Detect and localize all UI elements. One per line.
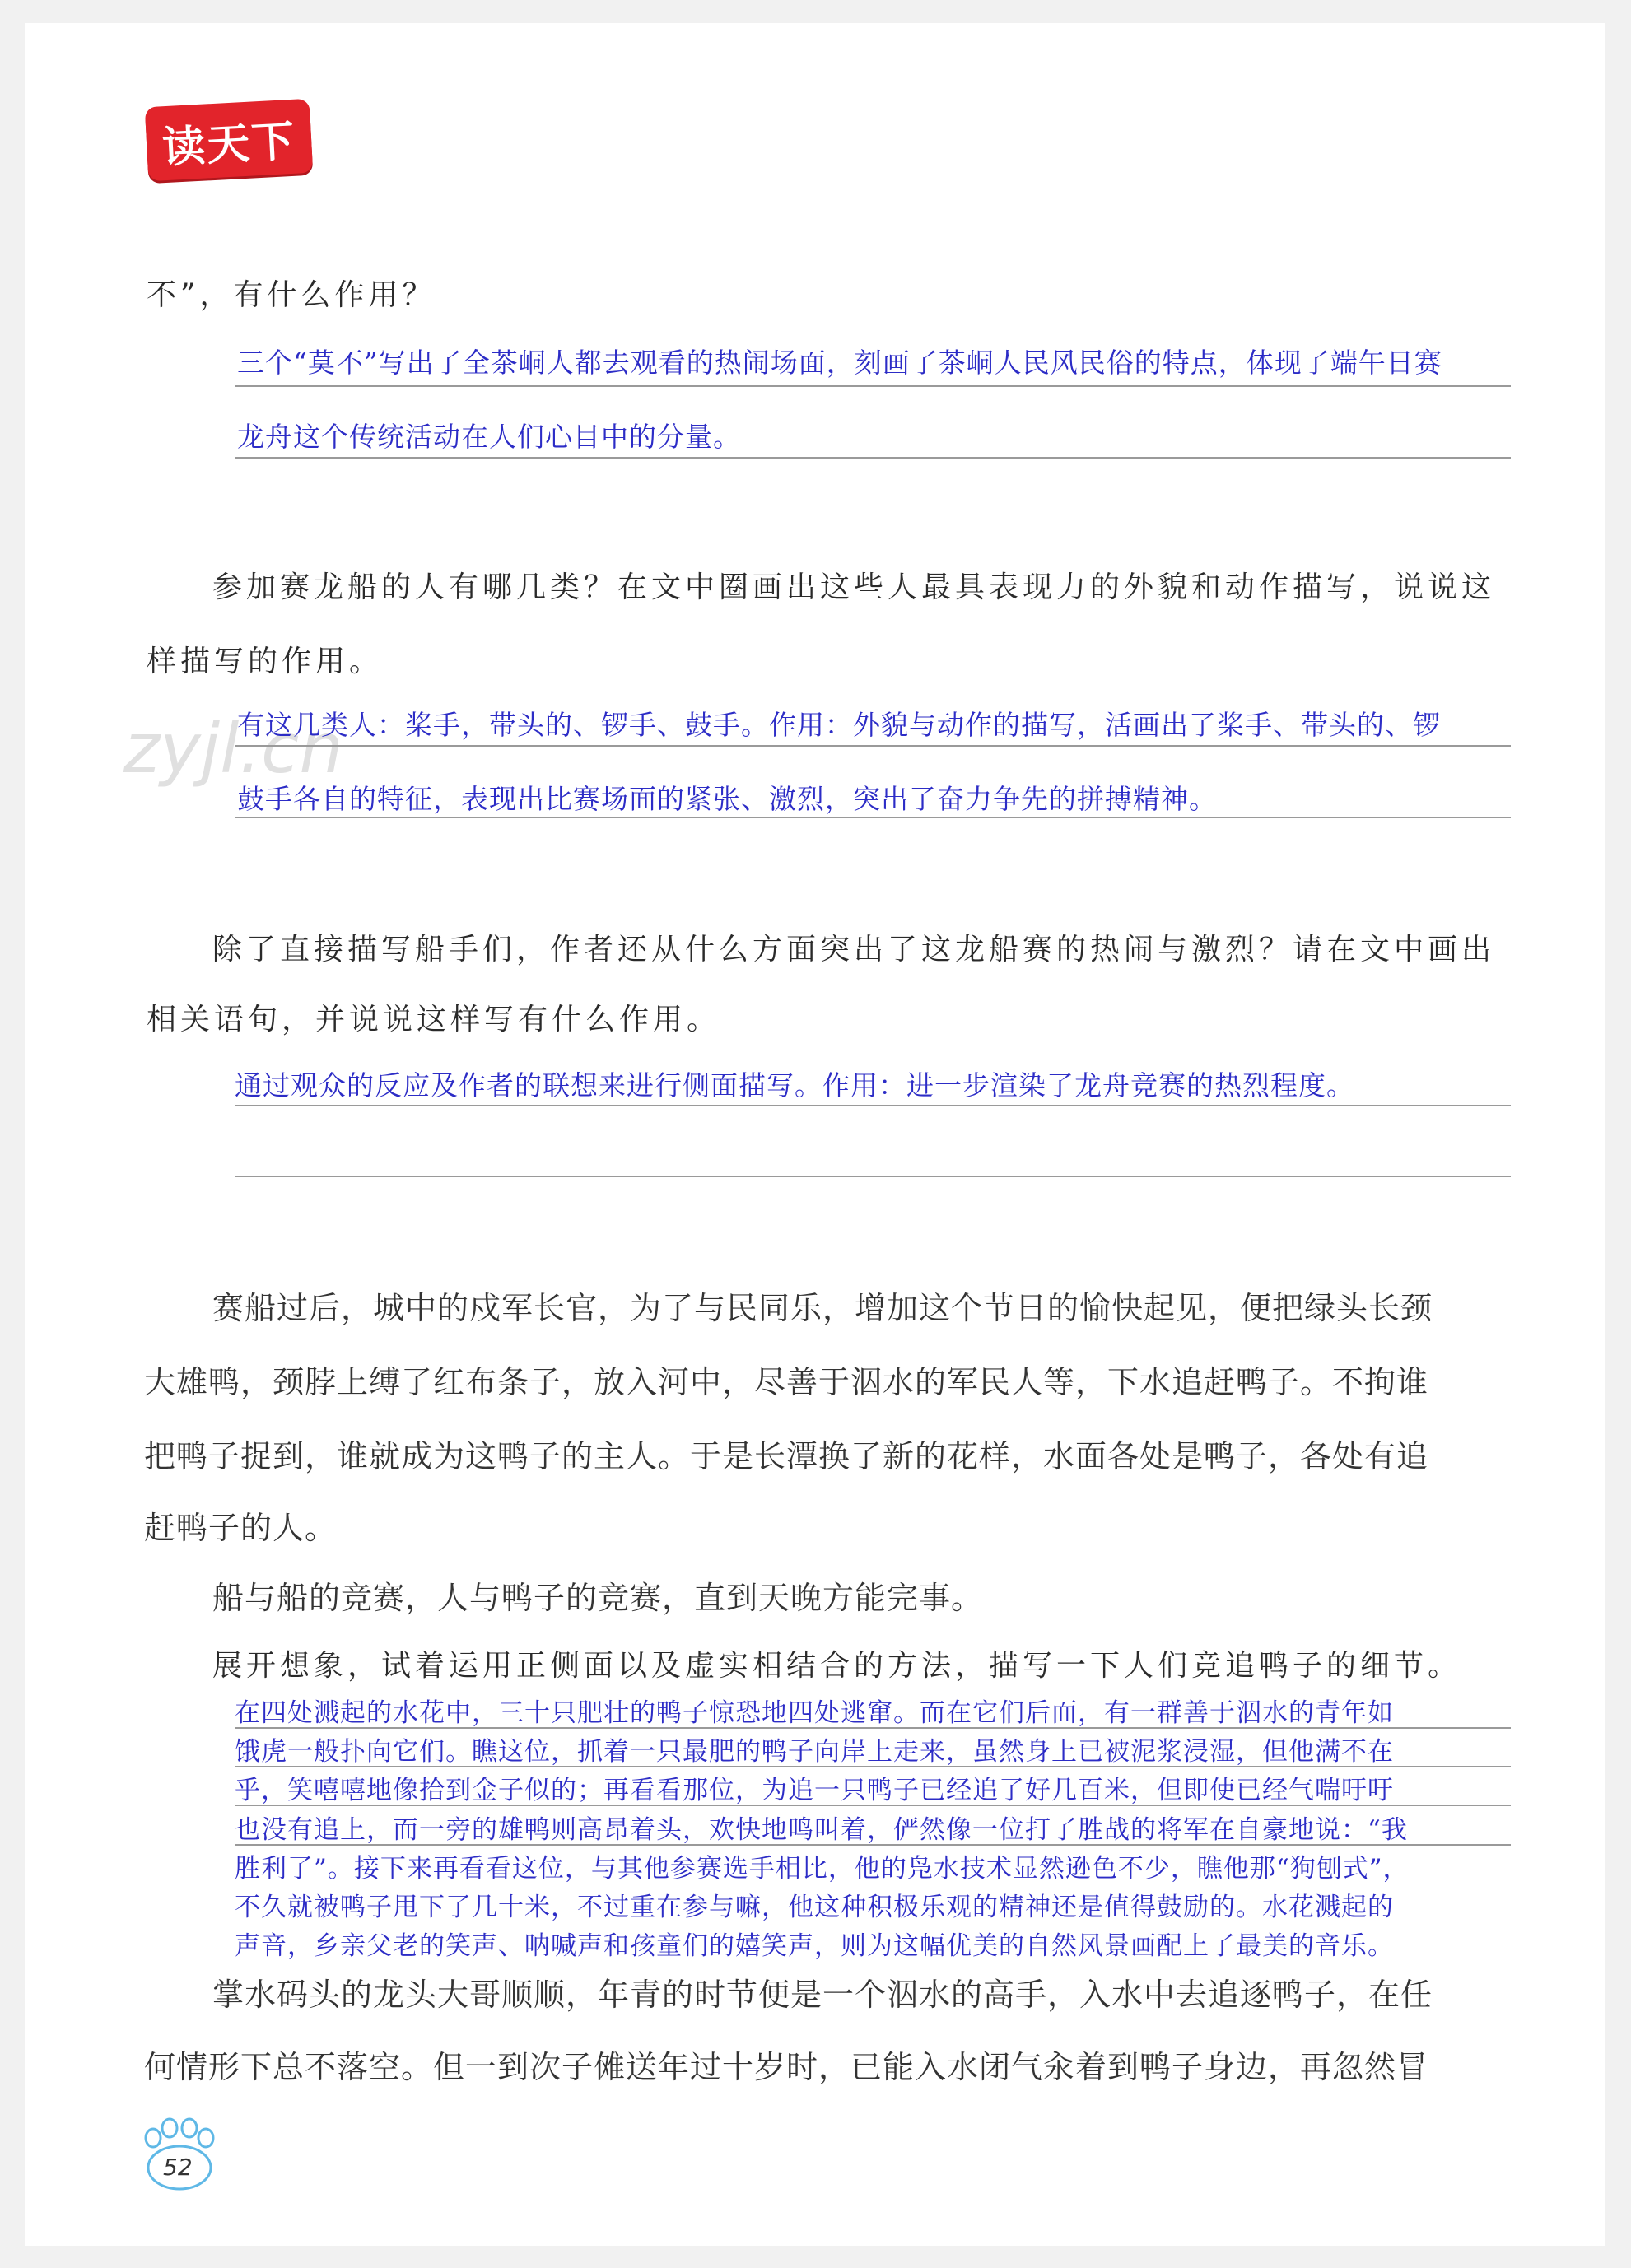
page-number: 52	[163, 2154, 193, 2181]
question-3-line-2: 相关语句，并说说这样写有什么作用。	[147, 1003, 721, 1036]
watermark: zyjl.cn	[123, 708, 343, 789]
answer-4-rule-4	[235, 1844, 1511, 1846]
answer-1-rule-2	[235, 457, 1511, 459]
answer-4-rule-2	[235, 1766, 1511, 1767]
question-2-line-1: 参加赛龙船的人有哪几类？在文中圈画出这些人最具表现力的外貌和动作描写，说说这	[212, 570, 1496, 604]
answer-2-line-2: 鼓手各自的特征，表现出比赛场面的紧张、激烈，突出了奋力争先的拼搏精神。	[237, 783, 1217, 815]
passage-1-line-3: 把鸭子捉到，谁就成为这鸭子的主人。于是长潭换了新的花样，水面各处是鸭子，各处有追	[144, 1438, 1429, 1474]
answer-3-rule-1	[235, 1105, 1511, 1106]
passage-3-line-1: 掌水码头的龙头大哥顺顺，年青的时节便是一个泅水的高手，入水中去追逐鸭子，在任	[212, 1977, 1433, 2013]
answer-1-line-1: 三个“莫不”写出了全茶峒人都去观看的热闹场面，刻画了茶峒人民风民俗的特点，体现了端午日赛	[237, 347, 1442, 379]
answer-2-rule-2	[235, 817, 1511, 818]
question-4: 展开想象，试着运用正侧面以及虚实相结合的方法，描写一下人们竞追鸭子的细节。	[212, 1649, 1462, 1683]
question-1-tail: 不”，有什么作用？	[147, 278, 436, 312]
question-2-line-2: 样描写的作用。	[147, 645, 384, 678]
answer-4-line-3: 乎，笑嘻嘻地像拾到金子似的；再看看那位，为追一只鸭子已经追了好几百米，但即使已经气喘吁吁	[235, 1776, 1394, 1805]
passage-1-line-4: 赶鸭子的人。	[144, 1510, 338, 1546]
answer-4-line-1: 在四处溅起的水花中，三十只肥壮的鸭子惊恐地四处逃窜。而在它们后面，有一群善于泅水的青年如	[235, 1698, 1394, 1728]
passage-1-line-1: 赛船过后，城中的戍军长官，为了与民同乐，增加这个节日的愉快起见，便把绿头长颈	[212, 1290, 1433, 1326]
question-3-line-1: 除了直接描写船手们，作者还从什么方面突出了这龙船赛的热闹与激烈？请在文中画出	[212, 933, 1496, 966]
answer-4-rule-3	[235, 1805, 1511, 1806]
answer-1-line-2: 龙舟这个传统活动在人们心目中的分量。	[237, 421, 741, 453]
passage-2: 船与船的竞赛，人与鸭子的竞赛，直到天晚方能完事。	[212, 1580, 984, 1616]
passage-3-line-2: 何情形下总不落空。但一到次子傩送年过十岁时，已能入水闭气汆着到鸭子身边，再忽然冒	[144, 2049, 1429, 2085]
answer-4-rule-1	[235, 1727, 1511, 1729]
answer-1-rule-1	[235, 385, 1511, 387]
brand-logo	[145, 99, 313, 181]
answer-4-line-2: 饿虎一般扑向它们。瞧这位，抓着一只最肥的鸭子向岸上走来，虽然身上已被泥浆浸湿，但他满不在	[235, 1737, 1394, 1767]
answer-4-line-6: 不久就被鸭子甩下了几十米，不过重在参与嘛，他这种积极乐观的精神还是值得鼓励的。水花溅起的	[235, 1893, 1394, 1922]
answer-2-line-1: 有这几类人：桨手，带头的、锣手、鼓手。作用：外貌与动作的描写，活画出了桨手、带头的、锣	[237, 709, 1441, 741]
answer-4-line-7: 声音，乡亲父老的笑声、呐喊声和孩童们的嬉笑声，则为这幅优美的自然风景画配上了最美的音乐。	[235, 1931, 1394, 1961]
paw-print-icon	[138, 2112, 221, 2194]
passage-1-line-2: 大雄鸭，颈脖上缚了红布条子，放入河中，尽善于泅水的军民人等，下水追赶鸭子。不拘谁	[144, 1364, 1429, 1400]
brand-logo-text: 读天下	[161, 116, 297, 173]
answer-3-line-1: 通过观众的反应及作者的联想来进行侧面描写。作用：进一步渲染了龙舟竞赛的热烈程度。	[235, 1069, 1354, 1101]
answer-4-line-4: 也没有追上，而一旁的雄鸭则高昂着头，欢快地鸣叫着，俨然像一位打了胜战的将军在自豪地说：“我	[235, 1815, 1408, 1845]
answer-4-line-5: 胜利了”。接下来再看看这位，与其他参赛选手相比，他的凫水技术显然逊色不少，瞧他那“狗刨式”，	[235, 1854, 1410, 1884]
answer-3-rule-2	[235, 1176, 1511, 1177]
answer-2-rule-1	[235, 745, 1511, 747]
